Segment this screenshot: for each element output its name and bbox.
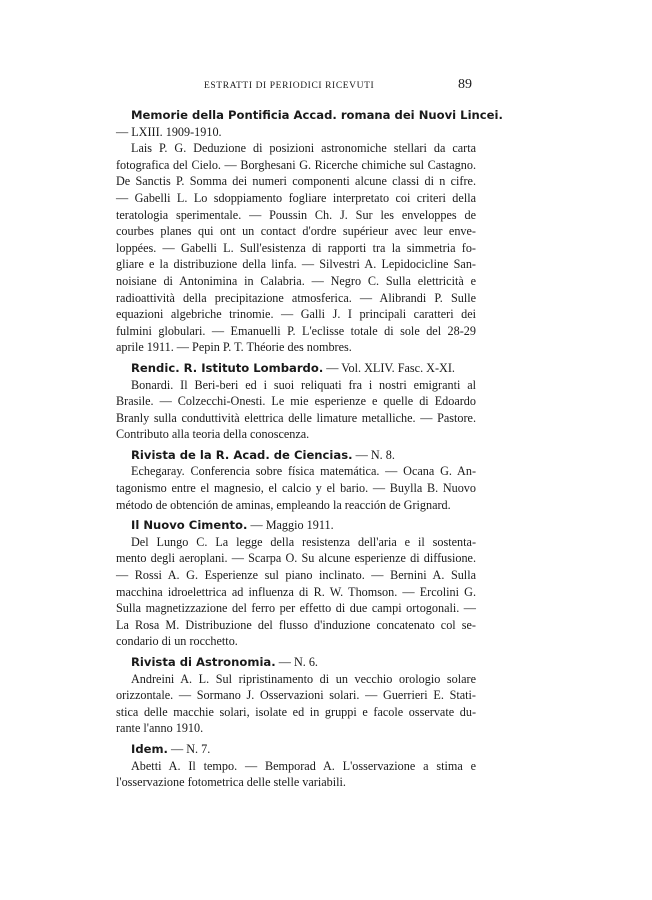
periodical-entry — [116, 447, 476, 513]
entry-line: Sulla magnetizzazione del ferro per effetto di due campi ortogonali. — — [116, 601, 476, 616]
entry-line: fulmini globulari. — Emanuelli P. L'eclisse totale di sole del 28-29 — [116, 323, 476, 338]
entry-line: mento degli aeroplani. — Scarpa O. Su alcune esperienze di diffusione. — [116, 551, 476, 566]
entry-line: Brasile. — Colzecchi-Onesti. Le mie esperienze e quelle di Edoardo — [116, 394, 476, 409]
entry-line: Del Lungo C. La legge della resistenza dell'aria e il sostenta- — [131, 534, 476, 549]
entry-line: condario di un rocchetto. — [116, 634, 238, 649]
entry-line: courbes planes qui ont un contact d'ordre supérieur avec leur enve- — [116, 224, 476, 239]
entry-line: Andreini A. L. Sul ripristinamento di un vecchio orologio solare — [131, 671, 476, 686]
entry-line: l'osservazione fotometrica delle stelle variabili. — [116, 775, 346, 790]
periodical-entry — [116, 654, 476, 737]
running-title: ESTRATTI DI PERIODICI RICEVUTI — [204, 81, 375, 91]
entry-line: stica delle macchie solari, isolate ed in gruppi e facole osservate du- — [116, 704, 476, 719]
entry-line: teratologia sperimentale. — Poussin Ch. J. Sur les enveloppes de — [116, 207, 476, 222]
periodical-issue: — N. 6. — [275, 655, 318, 669]
entry-line: — LXIII. 1909-1910. — [116, 124, 222, 139]
periodical-title: Rivista de la R. Acad. de Ciencias. — [131, 447, 353, 462]
periodical-issue: — Maggio 1911. — [247, 518, 334, 533]
periodical-entry — [116, 107, 503, 356]
periodical-title: Rendic. R. Istituto Lombardo. — [131, 360, 324, 375]
entry-line: aprile 1911. — Pepin P. T. Théorie des nombres. — [116, 340, 352, 355]
entry-line: método de obtención de aminas, empleando la reacción de Grignard. — [116, 497, 451, 512]
entry-line: rante l'anno 1910. — [116, 721, 204, 736]
page-number: 89 — [458, 77, 472, 92]
periodical-title: Idem. — [131, 741, 168, 756]
entry-line: orizzontale. — Sormano J. Osservazioni solari. — Guerrieri E. Stati- — [116, 688, 476, 703]
entry-line: equazioni algebriche trinomie. — Galli J. I principali caratteri dei — [116, 307, 476, 322]
periodical-entry — [116, 517, 476, 650]
entry-line: Bonardi. Il Beri-beri ed i suoi reliquati fra i nostri emigranti al — [131, 377, 476, 392]
entry-line: La Rosa M. Distribuzione del flusso d'induzione concatenato col se- — [116, 617, 476, 632]
entry-line: Abetti A. Il tempo. — Bemporad A. L'osservazione a stima e — [131, 758, 476, 773]
periodical-title: Rivista di Astronomia. — [131, 655, 276, 669]
periodical-title: Il Nuovo Cimento. — [131, 518, 248, 533]
periodical-entry — [116, 360, 476, 443]
periodical-entry — [116, 741, 476, 791]
entry-line: Branly sulla conduttività elettrica delle limature metalliche. — Pastore. — [116, 410, 476, 425]
page-body — [116, 107, 503, 795]
entry-line: De Sanctis P. Somma dei numeri componenti alcune classi di n cifre. — [116, 174, 476, 189]
entry-line: radioattività della precipitazione atmosferica. — Alibrandi P. Sulle — [116, 290, 476, 305]
entry-line: Echegaray. Conferencia sobre física matemática. — Ocana G. An- — [131, 464, 476, 479]
entry-line: tagonismo entre el magnesio, el calcio y el bario. — Buylla B. Nuovo — [116, 481, 476, 496]
entry-line: Contributo alla teoria della conoscenza. — [116, 427, 310, 442]
entry-line: fotografica del Cielo. — Borghesani G. Ricerche chimiche sul Castagno. — [116, 157, 476, 172]
periodical-issue: — N. 7. — [167, 741, 211, 756]
periodical-title: Memorie della Pontificia Accad. romana dei Nuovi Lincei. — [131, 108, 503, 122]
entry-line: — Gabelli L. Lo sdoppiamento fogliare interpretato coi criteri della — [116, 190, 476, 205]
entry-line: loppées. — Gabelli L. Sull'esistenza di rapporti tra la simmetria fo- — [116, 240, 476, 255]
entry-line: Lais P. G. Deduzione di posizioni astronomiche stellari da carta — [131, 141, 476, 156]
entry-line: noisiane di Antonimina in Calabria. — Negro C. Sulla elettricità e — [116, 273, 476, 288]
periodical-issue: — Vol. XLIV. Fasc. X-XI. — [323, 360, 455, 375]
entry-line: — Rossi A. G. Esperienze sul piano inclinato. — Bernini A. Sulla — [116, 568, 476, 583]
periodical-issue: — N. 8. — [352, 447, 395, 462]
entry-line: gliare e la distribuzione della linfa. — Silvestri A. Lepidocicline San- — [116, 257, 476, 272]
entry-line: macchina idroelettrica ad influenza di R. W. Thomson. — Ercolini G. — [116, 584, 476, 599]
